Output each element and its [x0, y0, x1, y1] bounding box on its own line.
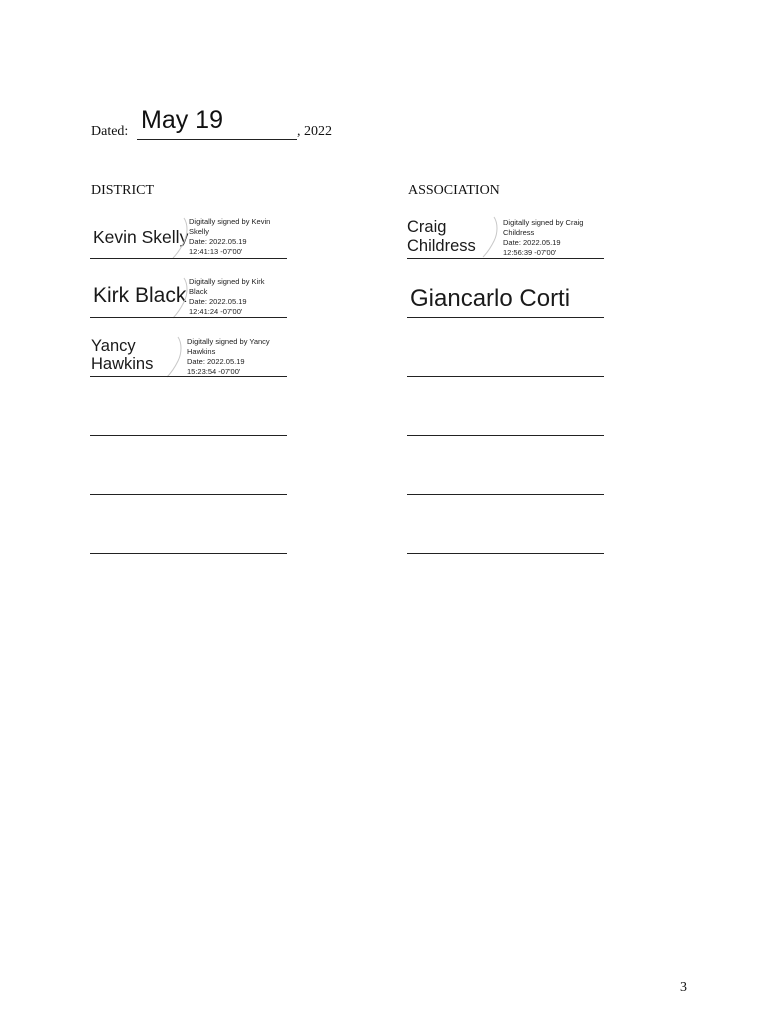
signature-name: Kirk Black [93, 284, 187, 307]
district-heading: DISTRICT [91, 183, 154, 198]
signed-by-text: Digitally signed by Kevin [189, 217, 271, 226]
signed-by-text: Childress [503, 228, 535, 237]
signature-line [407, 317, 604, 318]
signature-line [90, 317, 287, 318]
signature-name-last: Childress [407, 237, 476, 255]
signature-name-last: Hawkins [91, 355, 154, 373]
signed-date: Date: 2022.05.19 [189, 297, 247, 306]
signature-line-empty [407, 494, 604, 495]
dated-underline [137, 139, 297, 140]
signature-mark-icon [166, 335, 186, 379]
signature-mark-icon [482, 215, 502, 259]
page-number: 3 [680, 980, 687, 995]
signed-time: 12:56:39 -07'00' [503, 248, 557, 257]
dated-year: , 2022 [297, 124, 332, 139]
signed-by-text: Digitally signed by Yancy [187, 337, 270, 346]
signed-by-text: Hawkins [187, 347, 216, 356]
dated-value: May 19 [141, 106, 223, 134]
digital-signature-details [503, 218, 598, 258]
signed-by-text: Black [189, 287, 208, 296]
digital-signature-details [189, 277, 284, 317]
signature-name: Giancarlo Corti [410, 285, 571, 312]
digital-signature-details [189, 217, 284, 257]
association-heading: ASSOCIATION [408, 183, 500, 198]
signature-line-empty [407, 376, 604, 377]
signed-by-text: Skelly [189, 227, 210, 236]
signature-line-empty [90, 553, 287, 554]
signature-line-empty [407, 435, 604, 436]
signature-line [90, 258, 287, 259]
signature-name: Kevin Skelly [93, 227, 189, 247]
signature-name-first: Yancy [91, 337, 136, 355]
signed-date: Date: 2022.05.19 [503, 238, 561, 247]
dated-label: Dated: [91, 124, 129, 139]
signed-date: Date: 2022.05.19 [189, 237, 247, 246]
signed-date: Date: 2022.05.19 [187, 357, 245, 366]
signature-line [407, 258, 604, 259]
signature-line-empty [90, 494, 287, 495]
signed-time: 12:41:13 -07'00' [189, 247, 243, 256]
signature-line-empty [90, 435, 287, 436]
signed-by-text: Digitally signed by Craig [503, 218, 584, 227]
signed-by-text: Digitally signed by Kirk [189, 277, 265, 286]
signed-time: 15:23:54 -07'00' [187, 367, 241, 376]
signature-line-empty [407, 553, 604, 554]
signed-time: 12:41:24 -07'00' [189, 307, 243, 316]
signature-name-first: Craig [407, 218, 447, 236]
digital-signature-details [187, 337, 282, 377]
signature-line [90, 376, 287, 377]
